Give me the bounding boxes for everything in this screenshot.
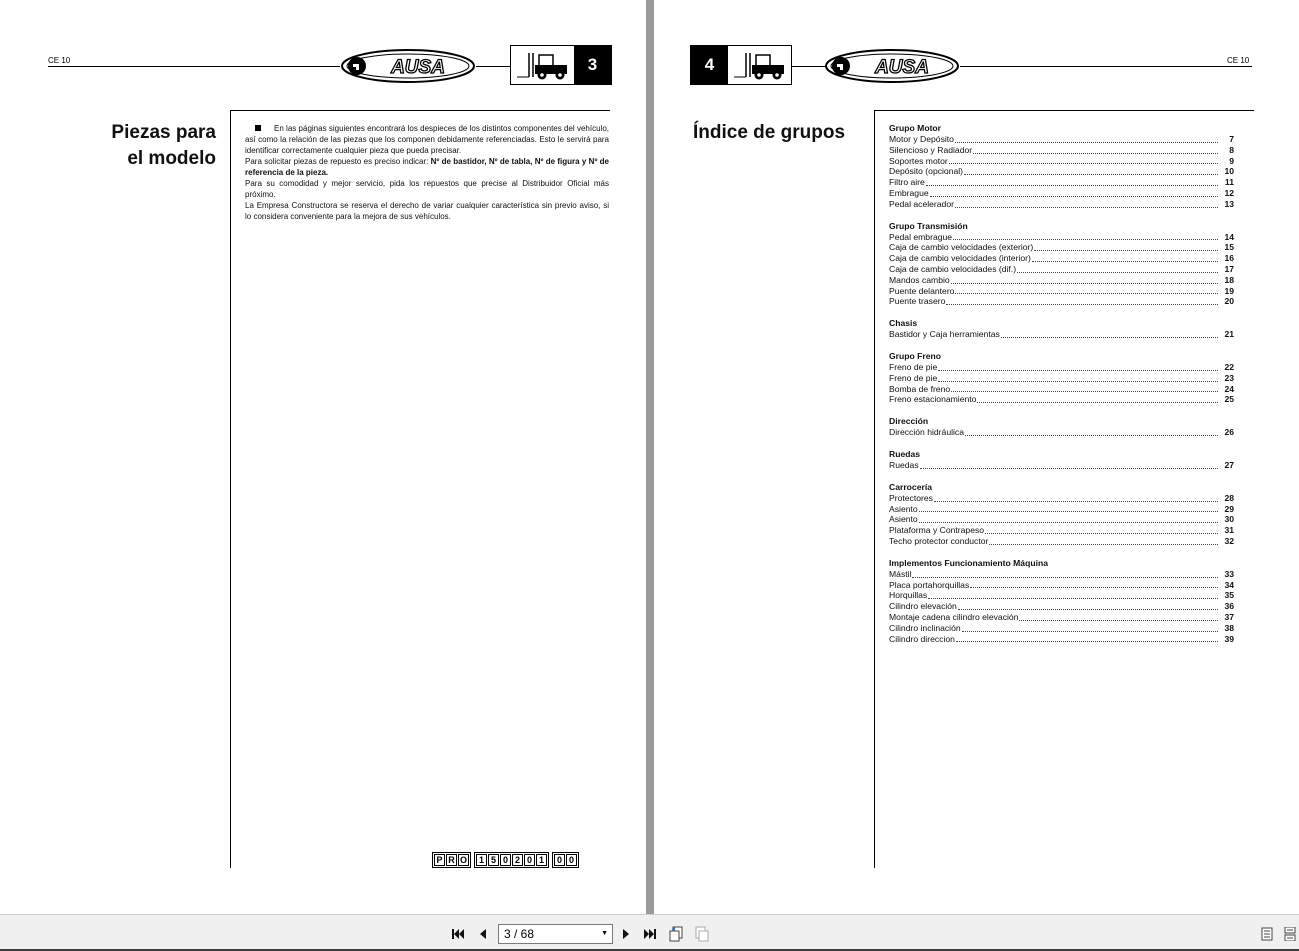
index-entry-label: Caja de cambio velocidades (interior) <box>889 253 1031 264</box>
index-entry-label: Pedal acelerador <box>889 198 954 209</box>
section-title-line1: Piezas para <box>111 122 216 143</box>
index-entry[interactable] <box>889 634 1234 645</box>
dot-leader <box>1019 620 1218 621</box>
dot-leader <box>951 283 1218 284</box>
index-entry-page: 36 <box>1224 601 1234 612</box>
index-group <box>889 558 1234 645</box>
index-entry[interactable] <box>889 536 1234 547</box>
index-entry-page: 17 <box>1224 263 1234 274</box>
index-entry[interactable] <box>889 286 1234 297</box>
index-entry-label: Bomba de freno <box>889 383 951 394</box>
ausa-logo <box>824 48 960 84</box>
page-number: 4 <box>691 46 728 84</box>
index-group-title: Grupo Freno <box>889 350 942 361</box>
index-entry-label: Embrague <box>889 187 929 198</box>
index-group-title: Carrocería <box>889 481 932 492</box>
index-entry[interactable] <box>889 569 1234 580</box>
dot-leader <box>1017 272 1218 273</box>
content-top-rule <box>874 110 1254 111</box>
index-entry-label: Filtro aire <box>889 177 925 188</box>
index-entry-page: 12 <box>1224 187 1234 198</box>
dot-leader <box>964 174 1218 175</box>
index-entry[interactable] <box>889 145 1234 156</box>
index-entry-page: 27 <box>1224 459 1234 470</box>
index-entry-page: 22 <box>1224 361 1234 372</box>
index-entry-label: Asiento <box>889 514 918 525</box>
header-model-code: CE 10 <box>48 56 71 65</box>
section-title <box>60 120 216 172</box>
index-entry-page: 15 <box>1224 242 1234 253</box>
index-entry[interactable] <box>889 156 1234 167</box>
index-group-title: Dirección <box>889 416 929 427</box>
dot-leader <box>919 522 1218 523</box>
index-entry-label: Asiento <box>889 503 918 514</box>
content-top-rule <box>230 110 610 111</box>
previous-page-icon[interactable] <box>475 926 491 942</box>
index-entry-page: 38 <box>1224 622 1234 633</box>
content-left-rule <box>874 110 875 868</box>
index-entry-label: Puente trasero <box>889 296 946 307</box>
index-group <box>889 482 1234 547</box>
index-entry[interactable] <box>889 525 1234 536</box>
code-group-1 <box>432 852 471 868</box>
code-group-3 <box>552 852 579 868</box>
dot-leader <box>938 370 1218 371</box>
code-character: P <box>434 854 445 866</box>
go-forward-icon[interactable] <box>694 926 710 942</box>
index-entry-label: Montaje cadena cilindro elevación <box>889 611 1019 622</box>
group-index-list <box>889 123 1234 655</box>
go-back-icon[interactable] <box>668 926 684 942</box>
code-character: 1 <box>536 854 547 866</box>
index-entry[interactable] <box>889 514 1234 525</box>
index-entry[interactable] <box>889 188 1234 199</box>
index-entry-page: 19 <box>1224 285 1234 296</box>
index-entry-page: 18 <box>1224 274 1234 285</box>
index-entry-label: Dirección hidráulica <box>889 427 964 438</box>
code-character: 2 <box>512 854 523 866</box>
forklift-icon <box>511 46 574 84</box>
index-entry-page: 34 <box>1224 579 1234 590</box>
index-entry-page: 26 <box>1224 427 1234 438</box>
chevron-down-icon[interactable]: ▼ <box>601 930 608 937</box>
index-entry-label: Bastidor y Caja herramientas <box>889 329 1000 340</box>
index-group <box>889 416 1234 438</box>
code-character: 0 <box>566 854 577 866</box>
index-entry-label: Placa portahorquillas <box>889 579 970 590</box>
index-entry-page: 10 <box>1224 166 1234 177</box>
dot-leader <box>955 293 1218 294</box>
index-entry[interactable] <box>889 623 1234 634</box>
index-entry[interactable] <box>889 460 1234 471</box>
index-entry-label: Soportes motor <box>889 155 948 166</box>
dot-leader <box>973 153 1218 154</box>
bullet-square-icon <box>255 125 261 131</box>
index-group <box>889 351 1234 405</box>
header-rule <box>48 66 340 67</box>
ausa-logo-text: AUSA <box>875 57 929 78</box>
code-character: O <box>459 855 467 865</box>
index-entry-page: 7 <box>1229 134 1234 144</box>
index-entry-label: Mástil <box>889 568 912 579</box>
dot-leader <box>989 544 1218 545</box>
index-group <box>889 221 1234 308</box>
page-gutter <box>646 0 654 914</box>
single-page-icon[interactable] <box>1259 926 1275 942</box>
dot-leader <box>958 609 1218 610</box>
index-group-title: Implementos Funcionamiento Máquina <box>889 557 1048 568</box>
index-entry[interactable] <box>889 264 1234 275</box>
index-entry-page: 33 <box>1224 568 1234 579</box>
index-entry-label: Freno de pie <box>889 361 938 372</box>
index-entry-page: 11 <box>1224 177 1234 188</box>
index-group-title: Chasis <box>889 318 918 329</box>
index-entry-page: 25 <box>1224 394 1234 405</box>
code-character: 1 <box>476 854 487 866</box>
index-entry[interactable] <box>889 612 1234 623</box>
dot-leader <box>1034 250 1218 251</box>
index-group-title: Grupo Transmisión <box>889 220 968 231</box>
dot-leader <box>946 304 1218 305</box>
index-entry[interactable] <box>889 134 1234 145</box>
index-entry-label: Caja de cambio velocidades (exterior) <box>889 242 1034 253</box>
index-entry-page: 35 <box>1224 590 1234 601</box>
dot-leader <box>956 641 1218 642</box>
index-entry-label: Cilindro inclinación <box>889 622 961 633</box>
index-entry-label: Techo protector conductor <box>889 535 989 546</box>
index-entry[interactable] <box>889 504 1234 515</box>
first-page-icon[interactable] <box>450 926 466 942</box>
index-entry[interactable] <box>889 394 1234 405</box>
index-entry[interactable] <box>889 362 1234 373</box>
header-rule-connector <box>476 66 510 67</box>
index-entry-page: 24 <box>1224 383 1234 394</box>
header-model-code: CE 10 <box>1227 56 1250 65</box>
index-entry-label: Motor y Depósito <box>889 134 954 144</box>
index-entry-label: Protectores <box>889 492 933 503</box>
index-entry[interactable] <box>889 166 1234 177</box>
index-entry[interactable] <box>889 242 1234 253</box>
left-page <box>0 0 646 914</box>
dot-leader <box>977 402 1218 403</box>
index-entry-label: Silencioso y Radiador <box>889 144 973 155</box>
intro-paragraph-1: En las páginas siguientes encontrará los despieces de los distintos componentes del vehículo, así como la relación de las piezas que los componen debidamente referenciadas. Esto le servirá para identificar correctamente cualquier pieza que pueda precisar. <box>245 124 609 155</box>
index-entry-page: 21 <box>1224 329 1234 340</box>
index-entry[interactable] <box>889 177 1234 188</box>
header-rule-connector <box>792 66 826 67</box>
index-title: Índice de grupos <box>693 122 846 143</box>
dot-leader <box>985 533 1218 534</box>
index-entry[interactable] <box>889 275 1234 286</box>
document-code <box>432 852 579 868</box>
index-entry-page: 8 <box>1229 144 1234 155</box>
page-number-box <box>510 45 612 85</box>
index-entry-label: Plataforma y Contrapeso <box>889 525 985 536</box>
index-entry[interactable] <box>889 580 1234 591</box>
page-number-input[interactable] <box>498 924 613 944</box>
index-entry-label: Puente delantero <box>889 285 955 296</box>
index-entry-page: 37 <box>1224 611 1234 622</box>
index-entry-page: 32 <box>1224 535 1234 546</box>
index-entry-page: 9 <box>1229 155 1234 166</box>
dot-leader <box>965 435 1218 436</box>
dot-leader <box>930 196 1218 197</box>
intro-paragraph-2: Para solicitar piezas de repuesto es preciso indicar: Nº de bastidor, Nº de tabla, Nº de figura y Nº de referencia de la pieza. <box>245 157 609 177</box>
index-entry[interactable] <box>889 329 1234 340</box>
dot-leader <box>955 142 1218 143</box>
index-entry[interactable] <box>889 590 1234 601</box>
index-entry-page: 39 <box>1224 633 1234 644</box>
index-entry[interactable] <box>889 384 1234 395</box>
dot-leader <box>955 207 1218 208</box>
index-entry[interactable] <box>889 253 1234 264</box>
index-entry-page: 31 <box>1224 525 1234 536</box>
header-rule <box>960 66 1252 67</box>
index-entry[interactable] <box>889 296 1234 307</box>
index-group-title: Grupo Motor <box>889 123 942 133</box>
index-entry-page: 23 <box>1224 372 1234 383</box>
intro-paragraph-4: La Empresa Constructora se reserva el derecho de variar cualquier característica sin previo aviso, si lo considera conveniente para la mejora de sus vehículos. <box>245 201 609 221</box>
index-entry-page: 13 <box>1224 198 1234 209</box>
index-entry[interactable] <box>889 601 1234 612</box>
dot-leader <box>934 501 1218 502</box>
index-entry-label: Depósito (opcional) <box>889 166 964 177</box>
continuous-page-icon[interactable] <box>1282 926 1298 942</box>
index-entry[interactable] <box>889 427 1234 438</box>
code-character: 0 <box>524 854 535 866</box>
index-group <box>889 318 1234 340</box>
index-entry-label: Pedal embrague <box>889 231 953 242</box>
page-number: 3 <box>574 46 611 84</box>
dot-leader <box>953 239 1218 240</box>
ausa-logo-text: AUSA <box>391 57 445 78</box>
section-title-line2: el modelo <box>127 148 216 169</box>
index-entry[interactable] <box>889 199 1234 210</box>
intro-text <box>245 123 609 222</box>
index-entry-label: Caja de cambio velocidades (dif.) <box>889 263 1017 274</box>
code-character: 0 <box>500 854 511 866</box>
dot-leader <box>938 381 1218 382</box>
dot-leader <box>962 631 1218 632</box>
dot-leader <box>928 598 1218 599</box>
index-entry-page: 28 <box>1224 492 1234 503</box>
index-entry[interactable] <box>889 373 1234 384</box>
ausa-logo <box>340 48 476 84</box>
dot-leader <box>920 468 1218 469</box>
code-character: 5 <box>488 854 499 866</box>
index-entry-page: 29 <box>1224 503 1234 514</box>
page-number-box <box>690 45 792 85</box>
index-group-title: Ruedas <box>889 448 921 459</box>
index-entry-label: Horquillas <box>889 590 928 601</box>
next-page-icon[interactable] <box>618 926 634 942</box>
forklift-icon <box>728 46 791 84</box>
index-entry-page: 30 <box>1224 514 1234 525</box>
index-entry-label: Cilindro elevación <box>889 601 957 612</box>
index-entry-label: Freno estacionamiento <box>889 394 977 405</box>
dot-leader <box>1032 261 1218 262</box>
dot-leader <box>949 163 1218 164</box>
index-entry[interactable] <box>889 493 1234 504</box>
index-entry-page: 16 <box>1224 253 1234 264</box>
index-entry-page: 14 <box>1224 231 1234 242</box>
index-group <box>889 123 1234 210</box>
dot-leader <box>1001 337 1218 338</box>
code-character: 0 <box>554 854 565 866</box>
dot-leader <box>926 185 1218 186</box>
dot-leader <box>970 587 1218 588</box>
page-number-indicator: 3 / 68 <box>504 927 535 941</box>
dot-leader <box>919 511 1218 512</box>
code-group-2 <box>474 852 549 868</box>
index-entry-page: 20 <box>1224 296 1234 307</box>
dot-leader <box>951 391 1218 392</box>
index-entry[interactable] <box>889 232 1234 243</box>
intro-paragraph-3: Para su comodidad y mejor servicio, pida los repuestos que precise al Distribuidor Oficial más próximo. <box>245 179 609 199</box>
code-character: R <box>446 854 457 866</box>
index-entry-label: Freno de pie <box>889 372 938 383</box>
index-group <box>889 449 1234 471</box>
index-entry-label: Ruedas <box>889 459 919 470</box>
index-entry-label: Mandos cambio <box>889 274 950 285</box>
last-page-icon[interactable] <box>642 926 658 942</box>
index-entry-label: Cilindro direccion <box>889 633 955 644</box>
content-left-rule <box>230 110 231 868</box>
dot-leader <box>912 577 1218 578</box>
